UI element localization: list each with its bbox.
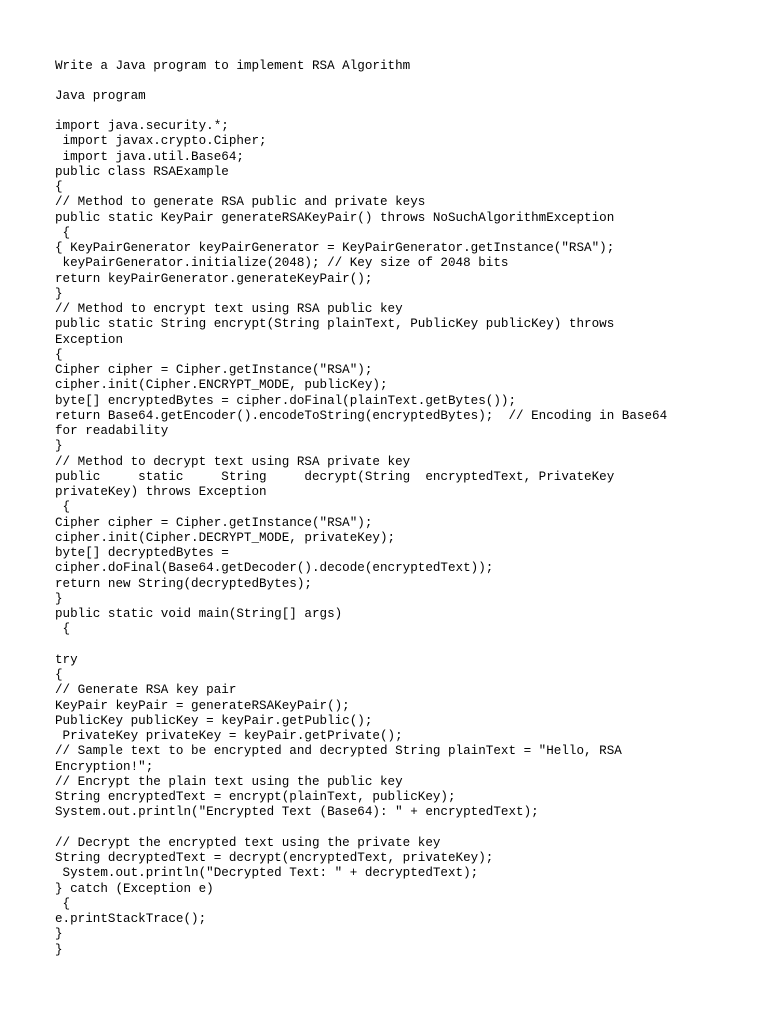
code-line: import java.util.Base64; [55,149,244,164]
code-line: cipher.init(Cipher.DECRYPT_MODE, privateKey); [55,530,396,545]
code-line: return new String(decryptedBytes); [55,576,312,591]
code-line: e.printStackTrace(); [55,912,207,926]
code-line: } [55,286,63,301]
java-code-block [55,119,760,958]
code-line: { [55,622,71,637]
code-line: public static String decrypt(String encryptedText, PrivateKey [55,469,615,484]
code-line: return keyPairGenerator.generateKeyPair(); [55,271,373,286]
code-line: public static KeyPair generateRSAKeyPair() throws NoSuchAlgorithmException [55,210,615,225]
code-line: System.out.println("Encrypted Text (Base64): " + encryptedText); [55,805,539,820]
code-line: try [55,652,78,667]
code-line [55,821,760,836]
code-line: public class RSAExample [55,164,229,179]
document-title: Write a Java program to implement RSA Algorithm [55,59,411,73]
code-line: String decryptedText = decrypt(encryptedText, privateKey); [55,851,494,865]
code-line: import java.security.*; [55,119,229,133]
document-subtitle: Java program [55,89,146,103]
code-line: cipher.doFinal(Base64.getDecoder().decode(encryptedText)); [55,561,494,576]
code-line: } [55,942,63,957]
code-line: { [55,225,71,240]
code-line: // Decrypt the encrypted text using the private key [55,835,441,850]
code-line: Cipher cipher = Cipher.getInstance("RSA"); [55,515,373,530]
code-line: { [55,347,63,362]
code-line: privateKey) throws Exception [55,485,267,499]
code-line: System.out.println("Decrypted Text: " + decryptedText); [55,866,479,881]
code-line: { KeyPairGenerator keyPairGenerator = KeyPairGenerator.getInstance("RSA"); [55,241,615,255]
code-line: Cipher cipher = Cipher.getInstance("RSA"); [55,363,373,377]
code-line: // Method to decrypt text using RSA private key [55,454,411,469]
code-line: { [55,500,71,515]
code-line: KeyPair keyPair = generateRSAKeyPair(); [55,698,350,713]
code-line: } [55,927,63,942]
code-line: public static void main(String[] args) [55,607,343,621]
code-line [55,638,760,653]
code-line: keyPairGenerator.initialize(2048); // Key size of 2048 bits [55,256,509,271]
code-line: // Sample text to be encrypted and decrypted String plainText = "Hello, RSA [55,744,622,759]
code-line: { [55,180,63,194]
code-line: for readability [55,424,169,438]
code-line: // Method to generate RSA public and private keys [55,195,426,210]
code-line: // Encrypt the plain text using the public key [55,774,403,789]
code-line: } [55,591,63,606]
code-line: { [55,668,63,682]
code-line: import javax.crypto.Cipher; [55,134,267,149]
code-line: String encryptedText = encrypt(plainText, publicKey); [55,790,456,804]
code-line: // Method to encrypt text using RSA public key [55,302,403,316]
code-line: // Generate RSA key pair [55,683,237,698]
code-line: } [55,439,63,454]
code-line: byte[] decryptedBytes = [55,546,229,560]
code-line: return Base64.getEncoder().encodeToString(encryptedBytes); // Encoding in Base64 [55,408,668,423]
code-line: Encryption!"; [55,759,154,774]
code-line: Exception [55,332,124,347]
code-line: { [55,896,71,911]
code-line: PrivateKey privateKey = keyPair.getPrivate(); [55,729,403,743]
code-line: } catch (Exception e) [55,881,214,896]
code-line: cipher.init(Cipher.ENCRYPT_MODE, publicKey); [55,378,388,393]
code-line: PublicKey publicKey = keyPair.getPublic(); [55,713,373,728]
code-line: byte[] encryptedBytes = cipher.doFinal(plainText.getBytes()); [55,393,517,408]
code-line: public static String encrypt(String plainText, PublicKey publicKey) throws [55,317,615,332]
